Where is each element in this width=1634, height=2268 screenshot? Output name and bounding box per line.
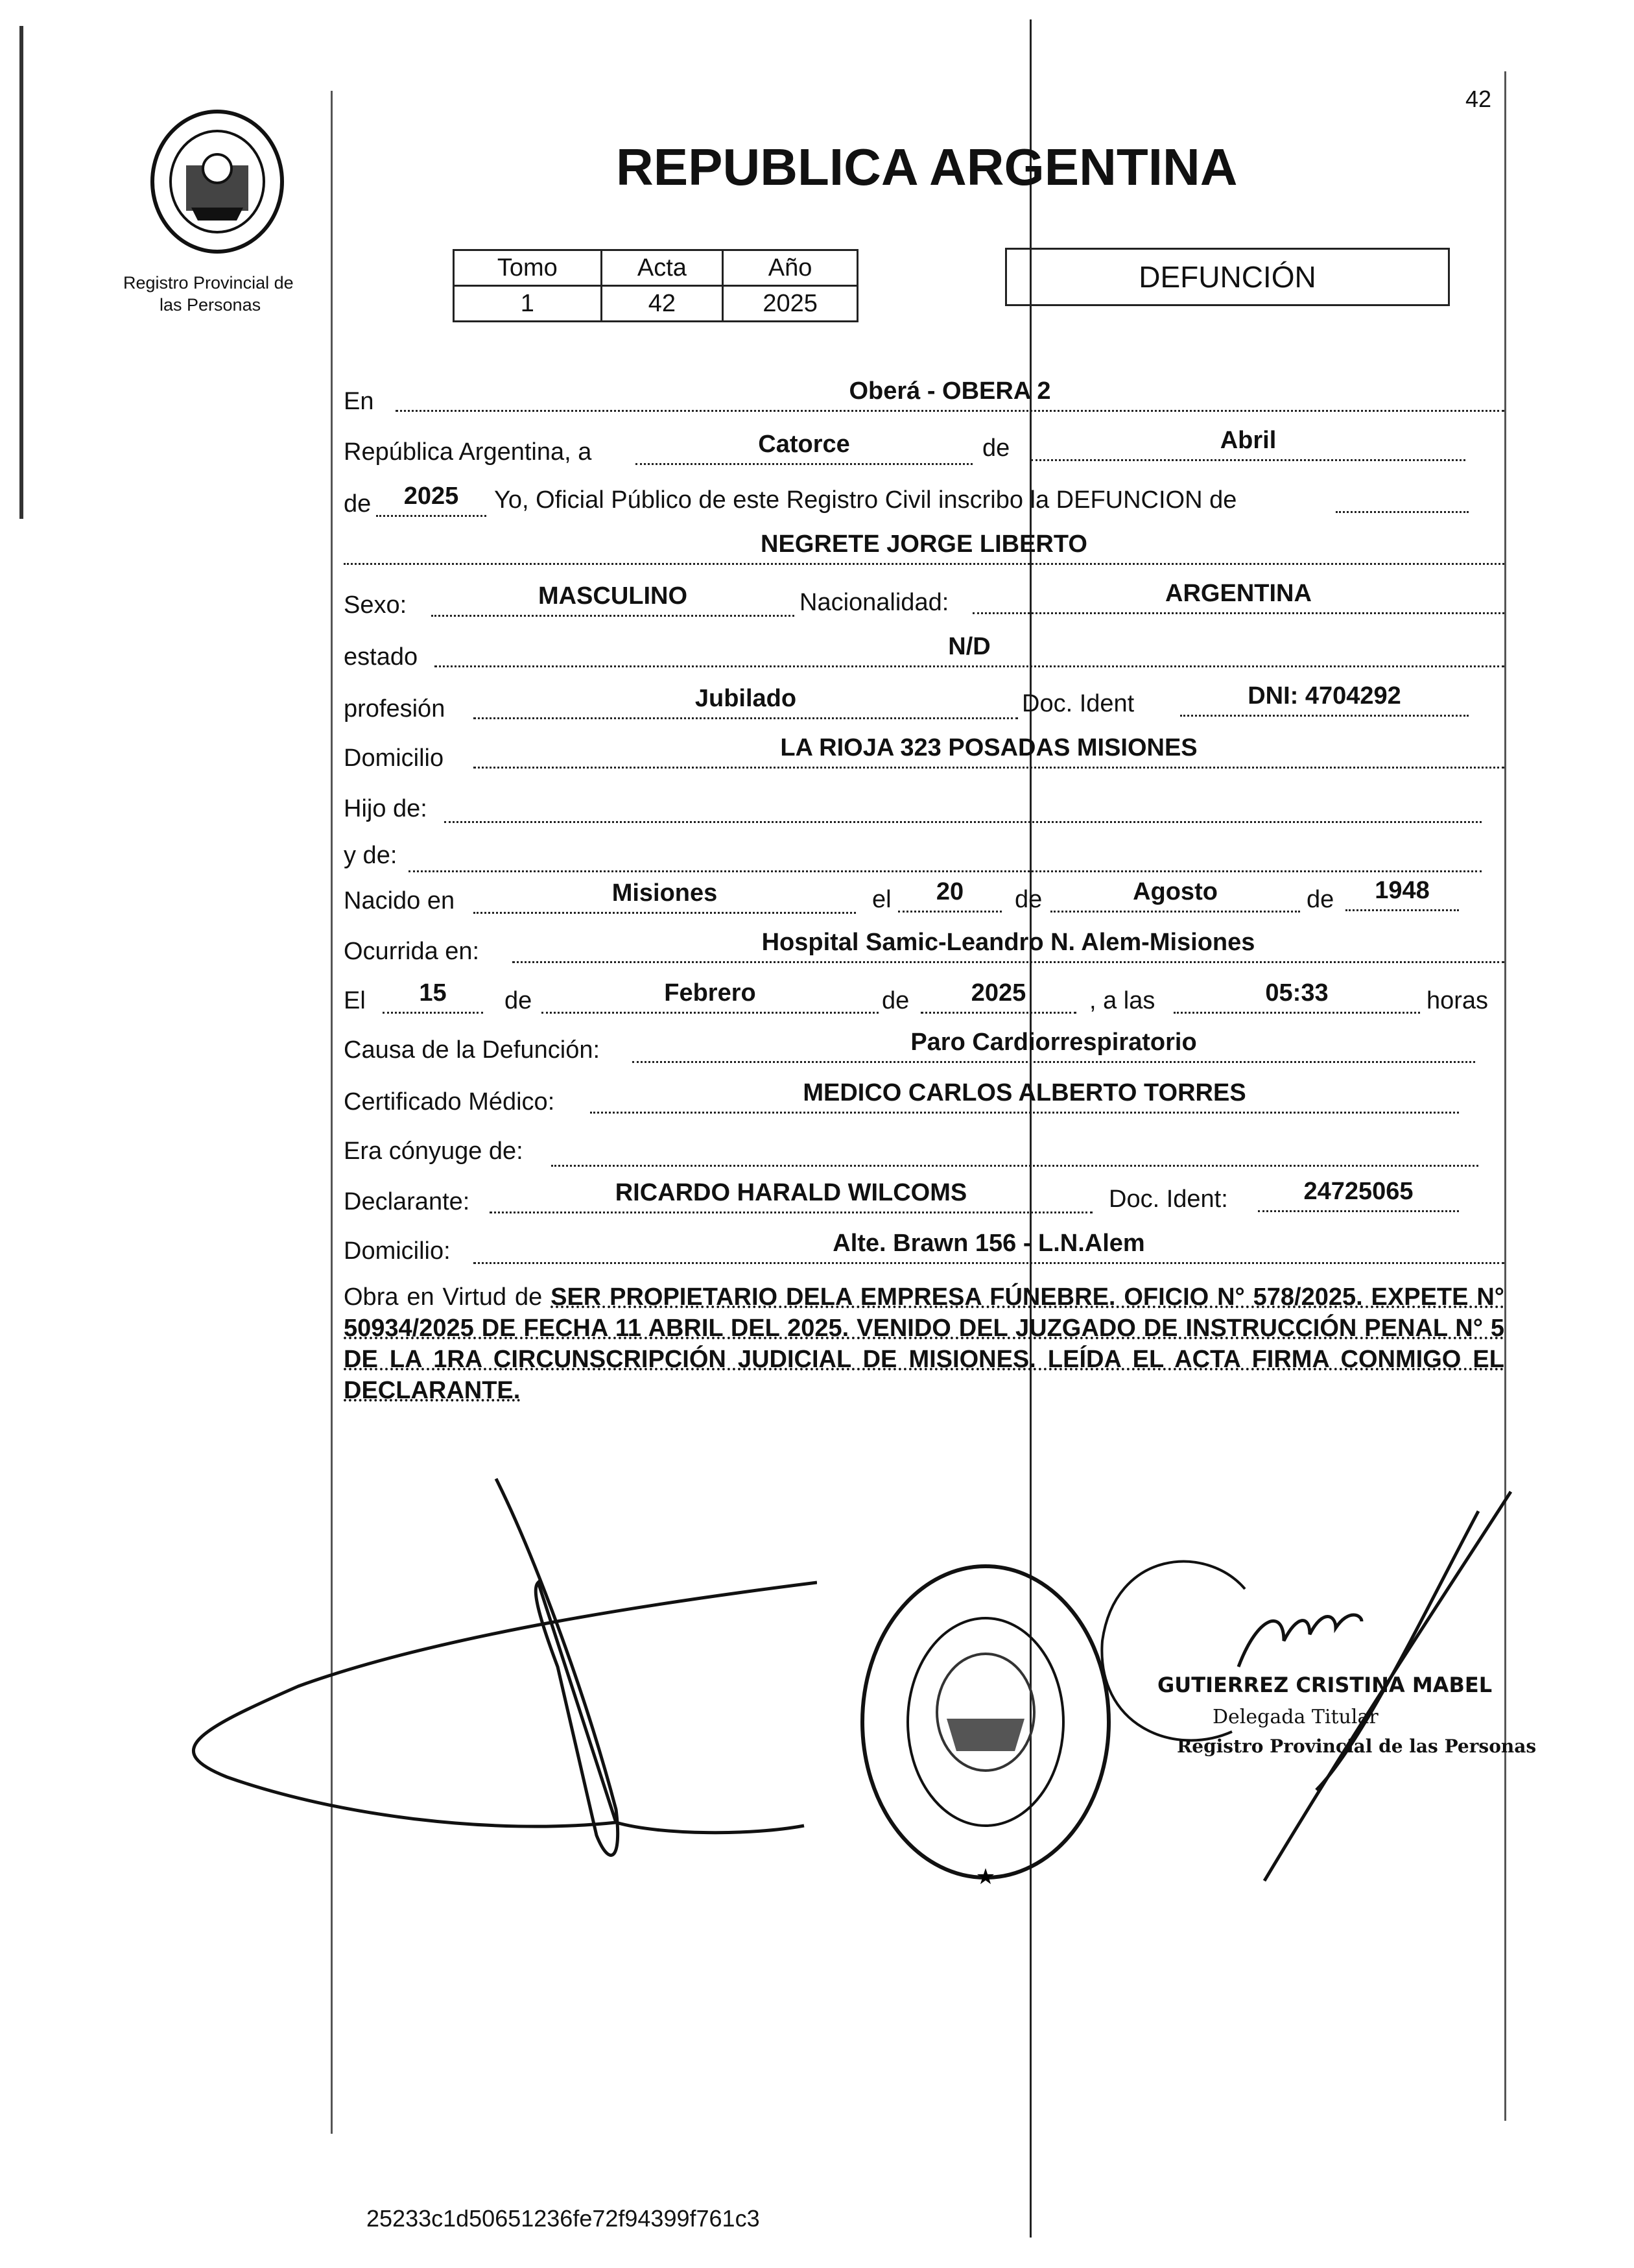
table-value-tomo: 1 — [454, 286, 602, 322]
label-y-de: y de: — [344, 842, 397, 869]
record-table — [453, 249, 858, 322]
field-declarante-doc: 24725065 — [1258, 1176, 1459, 1212]
field-dia-texto: Catorce — [635, 429, 973, 465]
field-def-hora: 05:33 — [1174, 978, 1420, 1014]
label-nacionalidad: Nacionalidad: — [799, 589, 949, 616]
fold-line — [1030, 19, 1032, 2238]
province-seal-logo — [146, 107, 289, 256]
label-de-anio: de — [1307, 886, 1334, 913]
label-de-mes: de — [1015, 886, 1043, 913]
field-def-anio: 2025 — [921, 978, 1076, 1014]
label-causa: Causa de la Defunción: — [344, 1036, 600, 1064]
table-value-acta: 42 — [601, 286, 723, 322]
field-estado: N/D — [434, 632, 1504, 667]
registry-name-line1: Registro Provincial de — [123, 273, 294, 292]
label-domicilio: Domicilio — [344, 745, 444, 772]
field-def-dia: 15 — [383, 978, 483, 1014]
label-republica: República Argentina, a — [344, 438, 592, 466]
field-yo-blank — [1336, 477, 1469, 513]
field-documento: DNI: 4704292 — [1180, 681, 1469, 717]
signatory-role: Delegada Titular — [1213, 1706, 1379, 1728]
field-nombre: NEGRETE JORGE LIBERTO — [344, 529, 1504, 565]
label-de: de — [982, 435, 1010, 462]
signatory-office: Registro Provincial de las Personas — [1177, 1736, 1537, 1757]
label-certificado: Certificado Médico: — [344, 1088, 555, 1116]
table-value-anio: 2025 — [723, 286, 858, 322]
table-header-acta: Acta — [601, 250, 723, 286]
label-el2: El — [344, 987, 366, 1014]
obra-paragraph — [344, 1282, 1504, 1406]
field-obra-text: SER PROPIETARIO DELA EMPRESA FÚNEBRE. OFICIO N° 578/2025. EXPETE N° 50934/2025 DE FECHA 11 ABRIL DEL 2025. VENIDO DEL JUZGADO DE INSTRUCCIÓN PENAL N° 5 DE LA 1RA CIRCUNSCRIPCIÓN JUDICIAL DE MISIONES. LEÍDA EL ACTA FIRMA CONMIGO EL DECLARANTE. — [344, 1283, 1504, 1404]
field-anio: 2025 — [376, 481, 486, 517]
label-de-year: de — [344, 490, 372, 518]
field-lugar: Oberá - OBERA 2 — [396, 376, 1504, 412]
field-y-de — [408, 837, 1482, 872]
label-doc-ident2: Doc. Ident: — [1109, 1186, 1228, 1213]
label-doc-ident: Doc. Ident — [1022, 690, 1135, 717]
field-hijo-de — [444, 787, 1482, 823]
label-yo: Yo, Oficial Público de este Registro Civil inscribo la DEFUNCION de — [494, 486, 1237, 514]
label-obra-prefix: Obra en Virtud de — [344, 1283, 543, 1311]
field-nacido-lugar: Misiones — [473, 878, 856, 914]
delegation-stamp — [856, 1557, 1115, 1894]
field-nacido-anio: 1948 — [1345, 876, 1459, 911]
field-causa: Paro Cardiorrespiratorio — [632, 1027, 1475, 1063]
field-domicilio: LA RIOJA 323 POSADAS MISIONES — [473, 733, 1504, 769]
doc-type-box — [1005, 248, 1450, 306]
doc-type-label: DEFUNCIÓN — [1139, 260, 1316, 294]
field-sexo: MASCULINO — [431, 581, 794, 617]
label-hijo-de: Hijo de: — [344, 795, 427, 822]
field-nacido-dia: 20 — [898, 877, 1002, 913]
field-mes-texto: Abril — [1031, 425, 1465, 461]
field-declarante-domicilio: Alte. Brawn 156 - L.N.Alem — [473, 1228, 1504, 1264]
field-def-mes: Febrero — [541, 978, 879, 1014]
signatory-name: GUTIERREZ CRISTINA MABEL — [1157, 1673, 1493, 1697]
label-sexo: Sexo: — [344, 591, 407, 619]
label-a-las: , a las — [1089, 987, 1155, 1014]
label-de-m: de — [882, 987, 910, 1014]
label-estado: estado — [344, 643, 418, 671]
label-domicilio2: Domicilio: — [344, 1237, 451, 1265]
label-horas: horas — [1427, 987, 1489, 1014]
label-de-d: de — [504, 987, 532, 1014]
svg-text:★: ★ — [975, 1864, 996, 1890]
label-conyuge: Era cónyuge de: — [344, 1138, 523, 1165]
field-declarante: RICARDO HARALD WILCOMS — [490, 1178, 1093, 1213]
table-header-anio: Año — [723, 250, 858, 286]
field-conyuge — [551, 1131, 1478, 1167]
field-profesion: Jubilado — [473, 684, 1018, 719]
declarante-signature — [169, 1472, 817, 1874]
left-margin-line — [19, 26, 23, 519]
label-profesion: profesión — [344, 695, 445, 722]
field-nacionalidad: ARGENTINA — [973, 579, 1504, 614]
label-ocurrida-en: Ocurrida en: — [344, 938, 480, 965]
registry-name-line2: las Personas — [160, 295, 261, 315]
field-certificado: MEDICO CARLOS ALBERTO TORRES — [590, 1078, 1459, 1114]
label-declarante: Declarante: — [344, 1188, 470, 1215]
label-nacido-en: Nacido en — [344, 887, 455, 914]
table-header-tomo: Tomo — [454, 250, 602, 286]
page-number: 42 — [1465, 86, 1492, 112]
field-ocurrida-en: Hospital Samic-Leandro N. Alem-Misiones — [512, 927, 1504, 963]
label-el: el — [872, 886, 892, 913]
field-nacido-mes: Agosto — [1050, 877, 1300, 913]
country-title: REPUBLICA ARGENTINA — [616, 138, 1238, 196]
footer-hash: 25233c1d50651236fe72f94399f761c3 — [366, 2205, 760, 2232]
label-en: En — [344, 388, 374, 415]
